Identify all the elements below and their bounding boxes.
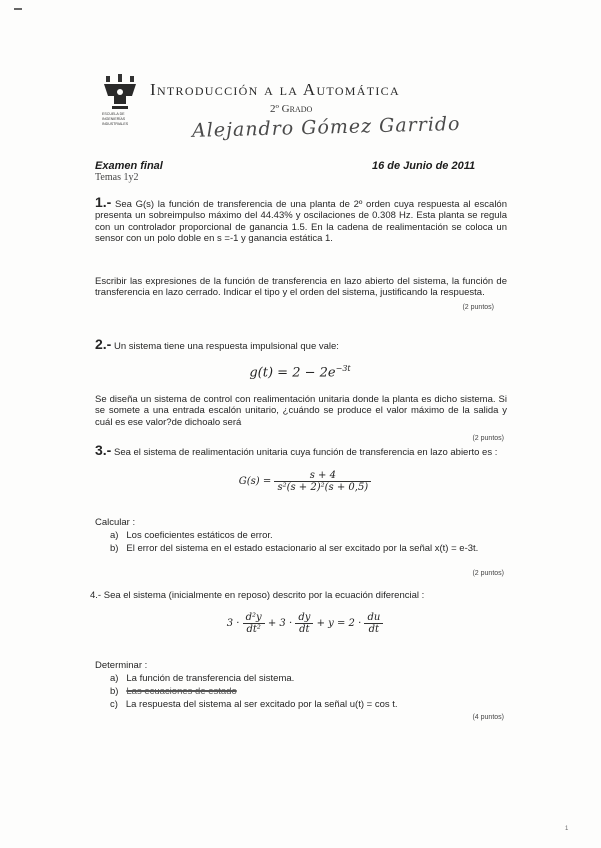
question-number: 1.- xyxy=(95,194,112,210)
formula-lhs: g(t) = 2 − 2e xyxy=(249,365,336,381)
fraction xyxy=(274,470,371,493)
item-text: La respuesta del sistema al ser excitado por la señal u(t) = cos t. xyxy=(125,699,398,710)
question-3 xyxy=(95,442,507,458)
question-points: (2 puntos) xyxy=(472,435,504,442)
question-2 xyxy=(95,336,507,352)
coef: 3 · xyxy=(226,618,240,629)
coef: + y = 2 · xyxy=(316,618,362,629)
question-text: Sea el sistema de realimentación unitaria cuya función de transferencia en lazo abierto es : xyxy=(113,447,498,458)
differential-equation xyxy=(220,612,390,635)
question-points: (2 puntos) xyxy=(472,570,504,577)
exam-topics: Temas 1y2 xyxy=(95,172,139,183)
exam-date: 16 de Junio de 2011 xyxy=(372,160,476,172)
question-points: (2 puntos) xyxy=(462,304,494,311)
item-label: c) xyxy=(110,699,118,710)
fraction-numerator: du xyxy=(364,612,383,624)
item-text: La función de transferencia del sistema. xyxy=(126,673,295,684)
fraction-numerator: s + 4 xyxy=(274,470,371,482)
logo-line: INDUSTRIALES xyxy=(102,122,129,126)
formula-G-s xyxy=(205,470,405,493)
fraction xyxy=(295,612,313,635)
question-2-task: Se diseña un sistema de control con realimentación unitaria donde la planta es dicho sistema. Si se somete a una entrada escalón unitario, ¿cuándo se produce el valor máximo de la salida y cuál es ese valor?de dichoalo será xyxy=(95,394,507,428)
list-item xyxy=(110,686,505,697)
coef: + 3 · xyxy=(267,618,293,629)
fraction-numerator: dy xyxy=(295,612,313,624)
item-label: a) xyxy=(110,530,119,541)
fraction-denominator: s²(s + 2)²(s + 0,5) xyxy=(277,482,369,493)
item-text: Los coeficientes estáticos de error. xyxy=(126,530,273,541)
question-text: Sea G(s) la función de transferencia de una planta de 2º orden cuya respuesta al escalón presenta un sobreimpulso máximo del 44.43% y oscilaciones de 0.308 Hz. Esta planta se regula con un controlador proporcional de ganancia 1.5. En la cadena de realimentación se coloca un sensor con un polo doble en s =-1 y ganancia estática 1. xyxy=(95,199,507,245)
question-4 xyxy=(90,590,502,601)
question-number: 2.- xyxy=(95,336,112,352)
item-label: b) xyxy=(110,543,119,554)
exam-type: Examen final xyxy=(95,160,163,172)
item-label: b) xyxy=(110,686,119,697)
list-item xyxy=(110,673,505,684)
question-1 xyxy=(95,194,507,245)
list-item xyxy=(110,699,505,710)
item-text: El error del sistema en el estado estacionario al ser excitado por la señal x(t) = e-3t. xyxy=(126,543,479,554)
fraction xyxy=(243,612,265,635)
formula-g-t xyxy=(200,364,400,380)
student-name-handwritten: Alejandro Gómez Garrido xyxy=(191,112,461,142)
fraction-numerator: d²y xyxy=(243,612,265,624)
formula-lhs: G(s) = xyxy=(238,476,272,487)
question-number: 4.- xyxy=(90,590,102,601)
list-item xyxy=(110,543,505,554)
list-item xyxy=(110,530,505,541)
question-text: Un sistema tiene una respuesta impulsional que vale: xyxy=(113,341,339,352)
question-points: (4 puntos) xyxy=(472,714,504,721)
scan-mark xyxy=(14,8,22,10)
item-text-struck: Las ecuaciones de estado xyxy=(126,686,237,697)
course-grade: 2º Grado xyxy=(270,103,313,115)
determine-label: Determinar : xyxy=(95,660,148,671)
fraction-denominator: dt² xyxy=(246,624,261,635)
page-corner-mark: 1 xyxy=(565,826,569,832)
university-logo xyxy=(100,74,140,128)
course-title: Introducción a la Automática xyxy=(150,80,400,99)
formula-exponent: −3t xyxy=(335,364,351,373)
question-number: 3.- xyxy=(95,442,112,458)
calc-label: Calcular : xyxy=(95,517,136,528)
logo-line: INGENIERÍAS xyxy=(102,117,126,121)
logo-line: ESCUELA DE xyxy=(102,112,125,116)
fraction xyxy=(364,612,383,635)
fraction-denominator: dt xyxy=(368,624,380,635)
question-text: Sea el sistema (inicialmente en reposo) descrito por la ecuación diferencial : xyxy=(103,590,425,601)
fraction-denominator: dt xyxy=(299,624,310,635)
item-label: a) xyxy=(110,673,119,684)
question-1-task: Escribir las expresiones de la función de transferencia en lazo abierto del sistema, la función de transferencia en lazo cerrado. Indicar el tipo y el orden del sistema, justificando la respuesta. xyxy=(95,276,507,299)
